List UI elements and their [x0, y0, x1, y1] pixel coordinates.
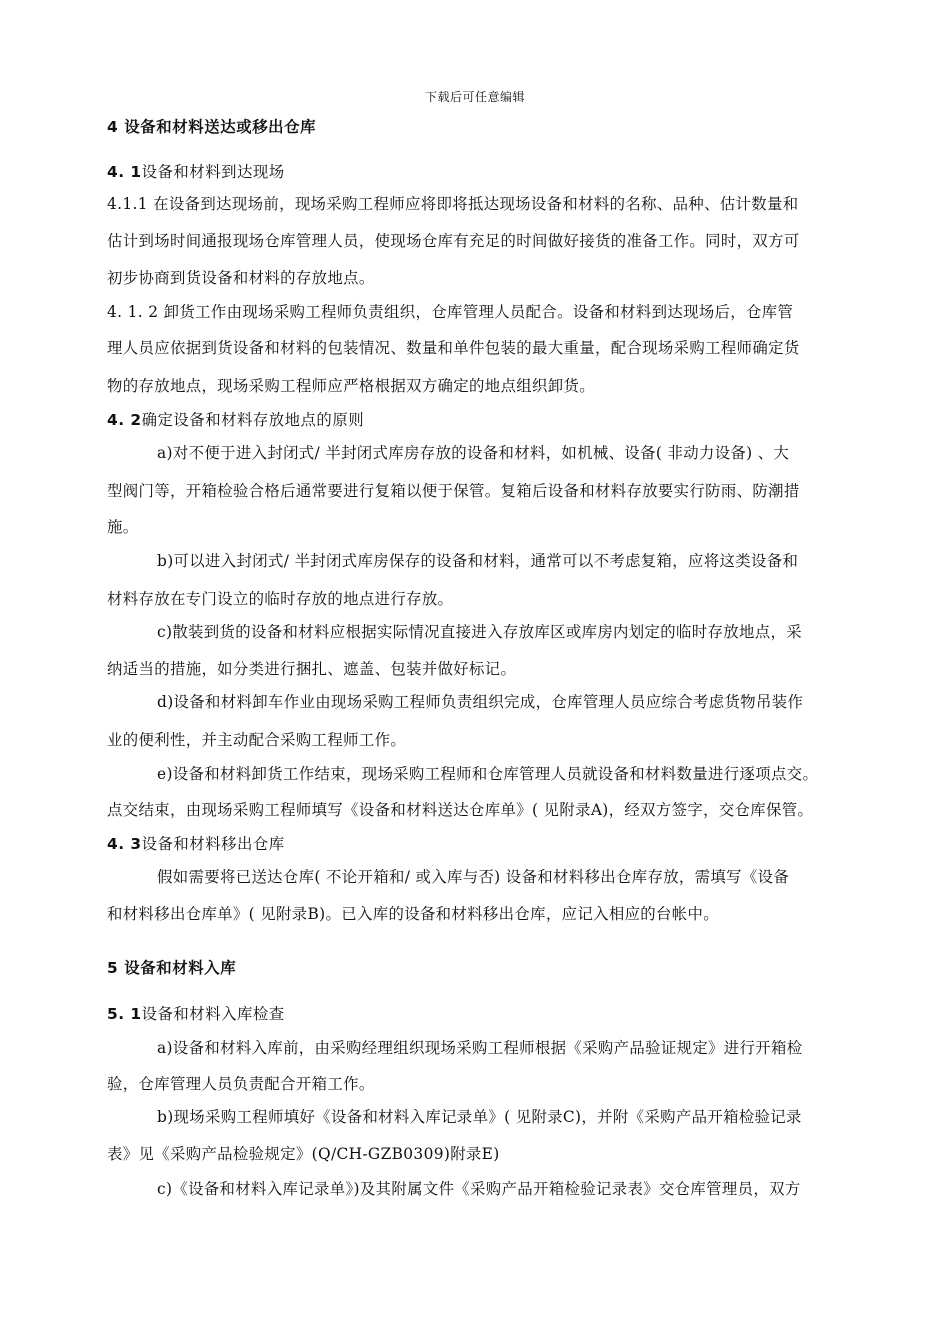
subsection-5-1-heading [107, 1004, 285, 1024]
paragraph-line: 物的存放地点，现场采购工程师应严格根据双方确定的地点组织卸货。 [107, 377, 595, 395]
subsection-title: 设备和材料到达现场 [141, 163, 285, 181]
subsection-number: 4. 1 [107, 163, 142, 181]
paragraph-line: a)设备和材料入库前，由采购经理组织现场采购工程师根据《采购产品验证规定》进行开箱检 [157, 1039, 803, 1057]
paragraph-line: 材料存放在专门设立的临时存放的地点进行存放。 [107, 590, 454, 608]
subsection-number: 5. 1 [107, 1005, 142, 1023]
paragraph-line: c)散装到货的设备和材料应根据实际情况直接进入存放库区或库房内划定的临时存放地点，采 [157, 623, 802, 641]
section-5-heading: 5 设备和材料入库 [107, 959, 237, 977]
paragraph-line: 4.1.1 在设备到达现场前，现场采购工程师应将即将抵达现场设备和材料的名称、品种、估计数量和 [107, 195, 799, 213]
paragraph-line: a)对不便于进入封闭式/ 半封闭式库房存放的设备和材料，如机械、设备( 非动力设备) 、大 [157, 444, 790, 462]
paragraph-line: 4. 1. 2 卸货工作由现场采购工程师负责组织，仓库管理人员配合。设备和材料到达现场后，仓库管 [107, 303, 794, 321]
subsection-4-3-heading [107, 834, 285, 854]
subsection-4-1-heading [107, 162, 285, 182]
paragraph-line: 施。 [107, 518, 139, 536]
paragraph-line: d)设备和材料卸车作业由现场采购工程师负责组织完成，仓库管理人员应综合考虑货物吊装作 [157, 693, 804, 711]
paragraph-line: e)设备和材料卸货工作结束，现场采购工程师和仓库管理人员就设备和材料数量进行逐项点交。 [157, 765, 819, 783]
subsection-title: 设备和材料移出仓库 [141, 835, 285, 853]
paragraph-line: b)可以进入封闭式/ 半封闭式库房保存的设备和材料，通常可以不考虑复箱，应将这类设备和 [157, 552, 799, 570]
subsection-title: 设备和材料入库检查 [141, 1005, 285, 1023]
paragraph-line: b)现场采购工程师填好《设备和材料入库记录单》( 见附录C)，并附《采购产品开箱检验记录 [157, 1108, 802, 1126]
subsection-number: 4. 3 [107, 835, 142, 853]
paragraph-line: 假如需要将已送达仓库( 不论开箱和/ 或入库与否) 设备和材料移出仓库存放，需填写《设备 [157, 868, 790, 886]
subsection-title: 确定设备和材料存放地点的原则 [141, 411, 365, 429]
paragraph-line: 验，仓库管理人员负责配合开箱工作。 [107, 1075, 375, 1093]
paragraph-line: 型阀门等，开箱检验合格后通常要进行复箱以便于保管。复箱后设备和材料存放要实行防雨、防潮措 [107, 482, 800, 500]
paragraph-line: c)《设备和材料入库记录单》)及其附属文件《采购产品开箱检验记录表》交仓库管理员，双方 [157, 1180, 801, 1198]
subsection-4-2-heading [107, 410, 364, 430]
paragraph-line: 表》见《采购产品检验规定》(Q/CH-GZB0309)附录E) [107, 1145, 500, 1163]
paragraph-line: 和材料移出仓库单》( 见附录B)。已入库的设备和材料移出仓库，应记入相应的台帐中。 [107, 905, 720, 923]
section-4-heading: 4 设备和材料送达或移出仓库 [107, 118, 317, 136]
paragraph-line: 初步协商到货设备和材料的存放地点。 [107, 269, 375, 287]
paragraph-line: 点交结束，由现场采购工程师填写《设备和材料送达仓库单》( 见附录A)，经双方签字，交仓库保管。 [107, 801, 814, 819]
paragraph-line: 估计到场时间通报现场仓库管理人员，使现场仓库有充足的时间做好接货的准备工作。同时，双方可 [107, 232, 800, 250]
subsection-number: 4. 2 [107, 411, 142, 429]
paragraph-line: 理人员应依据到货设备和材料的包装情况、数量和单件包装的最大重量，配合现场采购工程师确定货 [107, 339, 800, 357]
paragraph-line: 纳适当的措施，如分类进行捆扎、遮盖、包装并做好标记。 [107, 660, 517, 678]
header-note: 下载后可任意编辑 [424, 90, 525, 104]
paragraph-line: 业的便利性，并主动配合采购工程师工作。 [107, 731, 407, 749]
